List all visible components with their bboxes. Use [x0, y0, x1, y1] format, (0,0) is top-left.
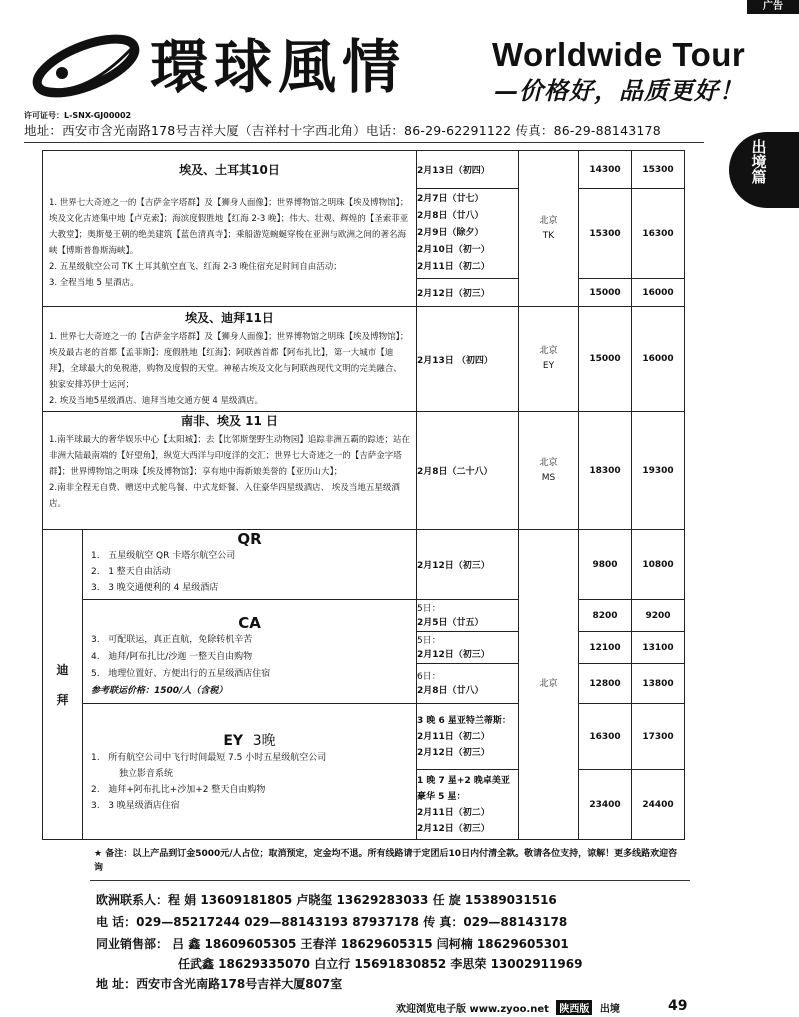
- item-text: 独立影音系统: [119, 768, 174, 779]
- price-cell: 15300: [632, 151, 685, 189]
- city: 北京: [539, 346, 558, 356]
- item-num: 5.: [91, 669, 100, 679]
- license-number: 许可证号：L-SNX-GJ00002: [24, 111, 132, 120]
- price-cell: 16000: [632, 279, 685, 307]
- date-cell: [417, 600, 519, 632]
- price-cell: 15000: [579, 279, 632, 307]
- date-text: 2月13日（初四）: [417, 166, 490, 176]
- price-cell: 19300: [632, 412, 685, 530]
- desc-line: 2. 五星级航空公司 TK 土耳其航空直飞、红海 2-3 晚住宿充足时间自由活动；: [49, 262, 342, 272]
- desc-line: 1. 世界七大奇迹之一的【吉萨金字塔群】及【狮身人面像】；世界博物馆之明珠【埃及博物馆】；埃及最古老的首都【孟菲斯】；度假胜地【红海】；阿联酋首都【阿布扎比】，第一大城市【迪拜】，全球最大的免税港，购物及度假的天堂。神秘古埃及文化与阿联酋现代文明的完美融合、独家安排苏伊士运河；: [49, 332, 409, 390]
- group-title-code: EY: [223, 732, 244, 749]
- sales-contacts-1: 同业销售部： 吕 鑫 18609605305 王春洋 18629605315 闫柯楠 18629605301: [96, 937, 569, 951]
- city: 北京: [539, 457, 558, 468]
- header-divider: [24, 142, 704, 143]
- item-num: 1.: [91, 551, 100, 561]
- date-text: 2月10日（初一）: [417, 245, 490, 255]
- office-address: 地 址：西安市含光南路178号吉祥大厦807室: [96, 977, 343, 991]
- price-cell: 14300: [579, 151, 632, 189]
- booking-note: ★ 备注：以上产品到订金5000元/人占位；取消预定，定金均不退。所有线路请于定团后10日内付清全款。敬请各位支持，谅解！更多线路欢迎咨询: [94, 849, 678, 873]
- contacts-divider: [90, 880, 690, 881]
- tour-price-table: [42, 150, 685, 840]
- tour-desc: [43, 430, 416, 514]
- item-text: 1 整天自由活动: [108, 567, 171, 577]
- europe-contacts: 欧洲联系人：程 娟 13609181805 卢晓玺 13629283033 任 旋 15389031516: [96, 893, 557, 907]
- date-text: 2月7日（廿七）: [417, 194, 484, 204]
- date-cell: [417, 189, 519, 279]
- desc-line: 2. 埃及当地5星级酒店、迪拜当地交通方便 4 星级酒店。: [49, 396, 264, 406]
- date-cell: 2月8日（二十八）: [417, 412, 519, 530]
- item-text: 3 晚星级酒店住宿: [108, 800, 180, 811]
- item-text: 地理位置好、方便出行的五星级酒店住宿: [108, 669, 271, 679]
- section-tab: [729, 132, 799, 208]
- desc-line: 3. 全程当地 5 星酒店。: [49, 278, 139, 288]
- item-text: 迪拜+阿布扎比+沙加+2 整天自由购物: [108, 784, 266, 795]
- date-text: 2月8日（廿八）: [417, 685, 484, 696]
- date-text: 5日：: [417, 635, 441, 646]
- date-cell: [417, 664, 519, 704]
- tour-desc: [43, 327, 416, 411]
- price-cell: 12100: [579, 632, 632, 664]
- item-text: 五星级航空 QR 卡塔尔航空公司: [108, 551, 236, 561]
- globe-logo-icon: [24, 28, 144, 108]
- date-cell: [417, 632, 519, 664]
- group-title: [83, 730, 416, 750]
- price-cell: 8200: [579, 600, 632, 632]
- date-text: 2月12日（初三）: [417, 823, 490, 834]
- dubai-label-cell: [43, 530, 83, 840]
- price-cell: 16000: [632, 307, 685, 412]
- city-cell: [519, 151, 579, 307]
- date-text: 2月5日（廿五）: [417, 617, 484, 628]
- date-text: 2月11日（初二）: [417, 262, 490, 272]
- table-row: [43, 151, 685, 189]
- tour-desc-cell: [43, 307, 417, 412]
- item-num: 1.: [91, 752, 100, 763]
- price-cell: 12800: [579, 664, 632, 704]
- group-desc-cell: [83, 530, 417, 600]
- list-item: [91, 766, 416, 782]
- date-cell: [417, 704, 519, 770]
- list-item: [91, 750, 416, 766]
- date-text: 2月12日（初三）: [417, 649, 490, 660]
- group-desc-cell: [83, 600, 417, 704]
- date-text: 5日：: [417, 603, 441, 614]
- item-num: 3.: [91, 583, 100, 593]
- date-text: 2月8日（廿八）: [417, 211, 484, 221]
- table-row: [43, 307, 685, 412]
- airline: TK: [542, 230, 555, 241]
- tour-desc-cell: [43, 151, 417, 307]
- tour-desc-cell: [43, 412, 417, 530]
- ad-label: 广告: [747, 0, 799, 14]
- airline: MS: [541, 472, 556, 483]
- group-title: CA: [238, 614, 261, 632]
- group-title: QR: [237, 530, 262, 548]
- reference-price: 参考联运价格：1500/人（含税）: [91, 686, 228, 696]
- date-cell: 2月12日（初三）: [417, 530, 519, 600]
- table-row: [43, 530, 685, 600]
- price-cell: 15300: [579, 189, 632, 279]
- list-item: [91, 782, 416, 798]
- date-text: 2月12日（初三）: [417, 289, 490, 299]
- item-text: 迪拜/阿布扎比/沙迦 一整天自由购物: [108, 652, 253, 662]
- price-cell: 16300: [632, 189, 685, 279]
- table-row: [43, 600, 685, 632]
- item-num: 3.: [91, 800, 100, 811]
- page-number: 49: [668, 998, 688, 1014]
- date-text: 1 晚 7 星+2 晚卓美亚豪华 5 星：: [417, 775, 510, 802]
- list-item: [91, 649, 416, 666]
- date-cell: [417, 279, 519, 307]
- price-cell: 24400: [632, 770, 685, 840]
- table-row: [43, 412, 685, 530]
- footer-website[interactable]: 欢迎浏览电子版 www.zyoo.net: [396, 1004, 549, 1015]
- price-cell: 9800: [579, 530, 632, 600]
- sales-contacts-2: 任武鑫 18629335070 白立行 15691830852 李思荣 13002911969: [178, 957, 583, 971]
- dubai-label: 拜: [56, 692, 69, 707]
- item-text: 3 晚交通便利的 4 星级酒店: [108, 583, 219, 593]
- city: 北京: [539, 215, 558, 226]
- footer: [396, 1000, 620, 1015]
- item-num: 2.: [91, 567, 100, 577]
- group-desc-cell: [83, 704, 417, 840]
- price-cell: 10800: [632, 530, 685, 600]
- city-cell: [519, 412, 579, 530]
- desc-line: 2.南非全程无自费、赠送中式鸵鸟餐、中式龙虾餐、入住豪华四星级酒店、 埃及当地五星级酒店。: [49, 483, 400, 509]
- price-cell: 15000: [579, 307, 632, 412]
- date-cell: [417, 151, 519, 189]
- date-text: 2月11日（初二）: [417, 807, 490, 818]
- list-item: [91, 580, 416, 596]
- tour-desc: [43, 193, 416, 293]
- date-text: 2月11日（初二）: [417, 731, 490, 742]
- footer-section: 出境: [599, 1004, 620, 1015]
- date-text: 2月12日（初三）: [417, 747, 490, 758]
- phone-fax: 电 话：029—85217244 029—88143193 87937178 传 真：029—88143178: [96, 915, 568, 929]
- item-text: 可配联运，真正直航，免除转机辛苦: [108, 635, 253, 645]
- brand-slogan: —价格好，品质更好！: [494, 76, 744, 105]
- list-item: [91, 632, 416, 649]
- tour-title: 埃及、迪拜11日: [185, 311, 274, 325]
- list-item: [91, 564, 416, 580]
- group-title-suffix: 3晚: [252, 732, 276, 749]
- section-tab-label: 出境篇: [751, 138, 767, 186]
- edition-badge: 陕西版: [556, 1000, 592, 1015]
- price-cell: 13100: [632, 632, 685, 664]
- item-num: 2.: [91, 784, 100, 795]
- date-cell: 2月13日 （初四）: [417, 307, 519, 412]
- tour-title: 埃及、土耳其10日: [179, 163, 280, 177]
- dubai-label: 迪: [56, 662, 69, 677]
- tour-title: 南非、埃及 11 日: [180, 414, 279, 428]
- brand-name-en: Worldwide Tour: [492, 36, 746, 73]
- list-item: [91, 666, 416, 683]
- brand-name-cn: 環球風情: [150, 33, 407, 101]
- item-text: 所有航空公司中飞行时间最短 7.5 小时五星级航空公司: [108, 752, 327, 763]
- date-cell: [417, 770, 519, 840]
- price-cell: 17300: [632, 704, 685, 770]
- airline: EY: [542, 361, 555, 371]
- price-cell: 13800: [632, 664, 685, 704]
- price-cell: 23400: [579, 770, 632, 840]
- company-address: 地址：西安市含光南路178号吉祥大厦（吉祥村十字西北角）电话：86-29-62291122 传真：86-29-88143178: [24, 123, 661, 138]
- price-cell: 9200: [632, 600, 685, 632]
- date-text: 2月9日（除夕）: [417, 228, 484, 238]
- item-num: 3.: [91, 635, 100, 645]
- price-cell: 18300: [579, 412, 632, 530]
- price-cell: 16300: [579, 704, 632, 770]
- item-num: 4.: [91, 652, 100, 662]
- table-row: [43, 704, 685, 770]
- list-item: [91, 548, 416, 564]
- city-cell: [519, 307, 579, 412]
- desc-line: 1. 世界七大奇迹之一的【吉萨金字塔群】及【狮身人面像】；世界博物馆之明珠【埃及博物馆】；埃及文化古迹集中地【卢克索】；海滨度假胜地【红海 2-3 晚】；伟大、壮观、辉煌的【圣索菲亚大教堂】；奥斯曼王朝的绝美建筑【蓝色清真寺】；乘船游览蜿蜒穿梭在亚洲与欧洲之间的著名海峡【博斯普鲁斯海峡】。: [49, 198, 409, 256]
- city-cell: 北京: [519, 530, 579, 840]
- desc-line: 1.南半球最大的奢华娱乐中心【太阳城】；去【比邻斯堡野生动物园】追踪非洲五霸的踪迹；站在非洲大陆最南端的【好望角】，纵览大西洋与印度洋的交汇；世界七大奇迹之一的【吉萨金字塔群】；世界博物馆之明珠【埃及博物馆】；享有地中海新娘美誉的【亚历山大】；: [49, 435, 410, 477]
- date-text: 6日：: [417, 671, 441, 682]
- list-item: [91, 798, 416, 814]
- date-text: 3 晚 6 星亚特兰蒂斯：: [417, 715, 511, 726]
